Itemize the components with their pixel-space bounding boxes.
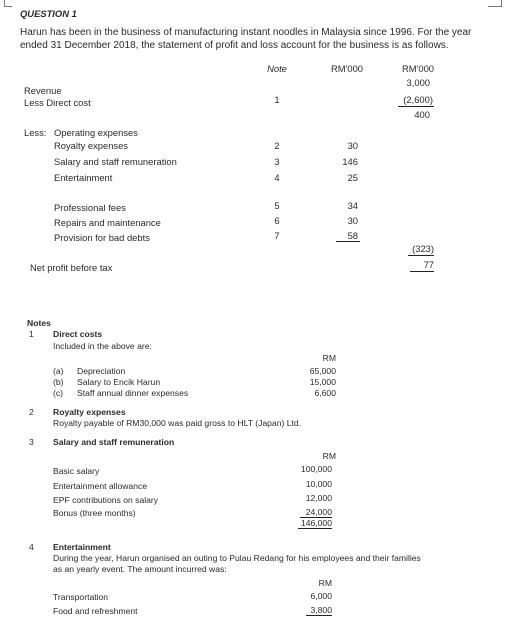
direct-cost-note: 1 (274, 94, 280, 105)
net-profit-value: 77 (423, 259, 434, 270)
expense-label-salary: Salary and staff remuneration (54, 156, 177, 167)
rm-column-header-2: RM'000 (401, 63, 434, 74)
page-corner-left-edge (4, 6, 12, 7)
note3-value-allowance: 10,000 (305, 479, 332, 489)
note4-title: Entertainment (53, 542, 111, 552)
note-column-header: Note (267, 63, 287, 74)
note3-label-bonus: Bonus (three months) (53, 508, 136, 518)
expense-label-repairs: Repairs and maintenance (54, 217, 161, 228)
note3-title: Salary and staff remuneration (53, 437, 175, 447)
expense-label-entertainment: Entertainment (54, 172, 113, 183)
note1-label-c: Staff annual dinner expenses (77, 388, 189, 398)
note2-text: Royalty payable of RM30,000 was paid gross to HLT (Japan) Ltd. (53, 418, 302, 428)
expense-value-baddebts: 58 (347, 230, 358, 241)
note4-value-food: 3,800 (310, 605, 332, 615)
expense-note-entertainment: 4 (274, 172, 280, 183)
note3-label-allowance: Entertainment allowance (53, 481, 148, 491)
note3-label-epf: EPF contributions on salary (53, 495, 159, 505)
expense-note-royalty: 2 (274, 140, 280, 151)
note2-number: 2 (29, 407, 34, 417)
note3-total: 146,000 (300, 518, 332, 528)
note3-rm-header: RM (322, 451, 336, 461)
note3-number: 3 (29, 437, 34, 447)
note4-number: 4 (29, 542, 34, 552)
expense-label-baddebts: Provision for bad debts (54, 232, 150, 243)
expense-note-baddebts: 7 (274, 230, 280, 241)
note1-key-c: (c) (53, 388, 64, 398)
page-corner-right-edge (488, 6, 502, 7)
direct-cost-underline (398, 106, 434, 107)
note4-value-transport: 6,000 (310, 591, 332, 601)
expense-value-repairs: 30 (347, 215, 358, 226)
expense-note-repairs: 6 (274, 215, 280, 226)
note3-total-underline (298, 528, 332, 529)
expense-value-entertainment: 25 (347, 172, 358, 183)
note1-title: Direct costs (53, 329, 103, 339)
expense-value-royalty: 30 (347, 140, 358, 151)
note1-label-b: Salary to Encik Harun (77, 377, 161, 387)
note3-value-basic: 100,000 (300, 464, 332, 474)
note1-value-b: 15,000 (309, 377, 336, 387)
expenses-underline (336, 241, 360, 242)
opex-label: Operating expenses (54, 127, 138, 138)
note1-value-a: 65,000 (309, 366, 336, 376)
expense-note-professional: 5 (274, 200, 280, 211)
note3-value-epf: 12,000 (305, 493, 332, 503)
note2-title: Royalty expenses (53, 407, 126, 417)
note1-rm-header: RM (322, 353, 336, 363)
note4-food-underline (306, 615, 332, 616)
rm-column-header-1: RM'000 (330, 63, 363, 74)
question-title: QUESTION 1 (20, 8, 77, 19)
expense-label-professional: Professional fees (54, 202, 126, 213)
notes-title: Notes (27, 318, 51, 328)
expense-value-professional: 34 (347, 200, 358, 211)
note3-label-basic: Basic salary (53, 466, 100, 476)
note4-text-line-2: as an yearly event. The amount incurred was: (53, 564, 227, 574)
intro-line-1: Harun has been in the business of manufacturing instant noodles in Malaysia since 1996. For the year (20, 27, 472, 38)
gross-profit-value: 400 (414, 109, 430, 120)
total-expenses-underline (408, 255, 434, 256)
expense-note-salary: 3 (274, 156, 280, 167)
note1-key-b: (b) (53, 377, 64, 387)
net-profit-underline (410, 271, 434, 272)
intro-line-2: ended 31 December 2018, the statement of profit and loss account for the business is as follows. (20, 40, 449, 51)
note3-value-bonus: 24,000 (305, 507, 332, 517)
expense-value-salary: 146 (342, 156, 358, 167)
note1-number: 1 (29, 329, 34, 339)
revenue-label: Revenue (24, 85, 62, 96)
net-profit-label: Net profit before tax (30, 262, 113, 273)
note1-value-c: 6,600 (314, 388, 336, 398)
note4-label-food: Food and refreshment (53, 606, 138, 616)
expense-label-royalty: Royalty expenses (54, 140, 128, 151)
direct-cost-value: (2,600) (403, 94, 433, 105)
note4-label-transport: Transportation (53, 592, 109, 602)
note4-rm-header: RM (318, 578, 332, 588)
note1-subtitle: Included in the above are: (53, 341, 152, 351)
less-label: Less: (24, 127, 47, 138)
direct-cost-label: Less Direct cost (24, 97, 91, 108)
note1-key-a: (a) (53, 366, 64, 376)
revenue-value: 3,000 (406, 77, 430, 88)
total-expenses-value: (323) (412, 243, 434, 254)
note1-label-a: Depreciation (77, 366, 126, 376)
note4-text-line-1: During the year, Harun organised an outing to Pulau Redang for his employees and their families (53, 553, 421, 563)
